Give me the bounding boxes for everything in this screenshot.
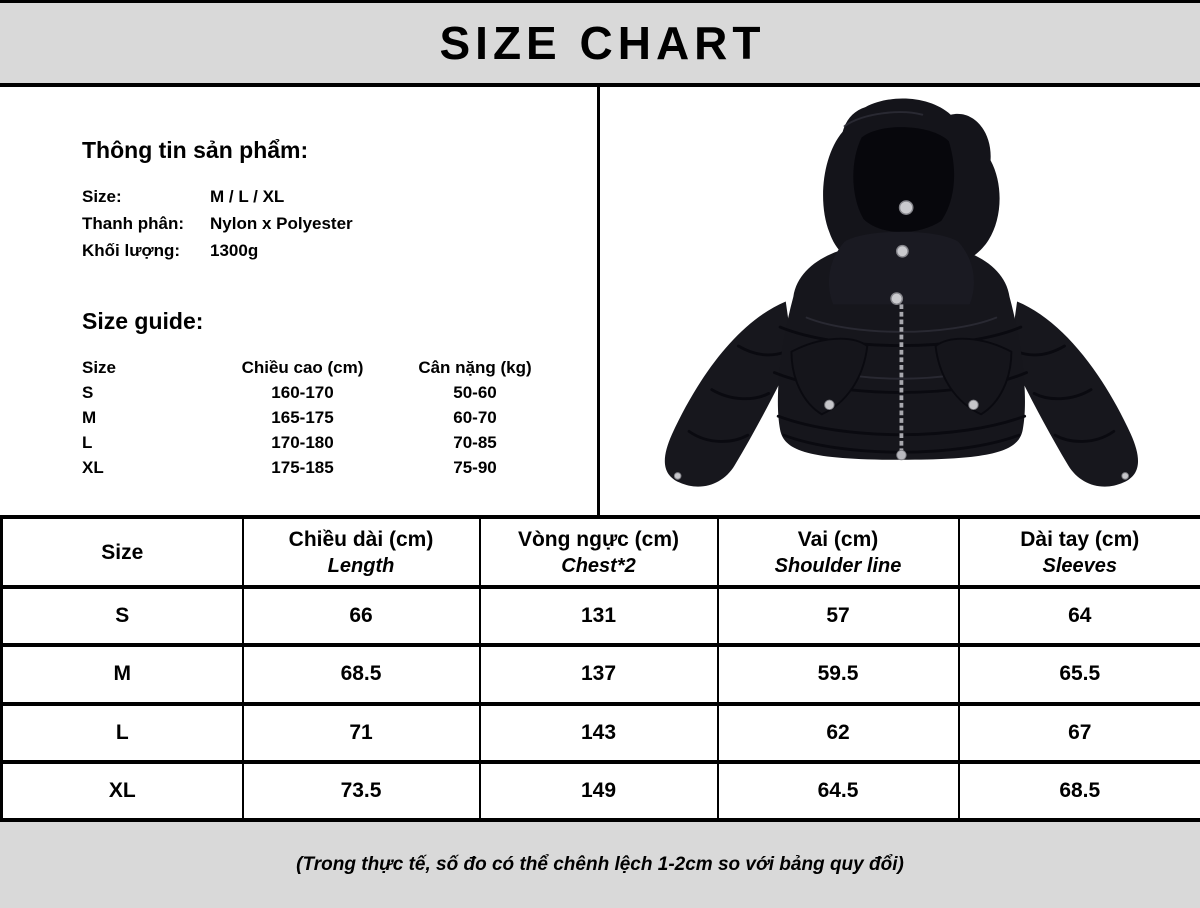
product-info-heading: Thông tin sản phẩm: — [82, 137, 309, 163]
size-cell: XL — [2, 762, 243, 820]
chest-cell: 131 — [480, 587, 718, 645]
sleeves-cell: 65.5 — [959, 645, 1200, 703]
guide-height: 165-175 — [271, 407, 334, 427]
guide-weight: 60-70 — [453, 407, 497, 427]
guide-weight: 75-90 — [453, 457, 497, 477]
shoulder-cell: 64.5 — [718, 762, 959, 820]
guide-size: S — [82, 382, 94, 402]
field-label: Khối lượng: — [82, 241, 181, 260]
size-cell: S — [2, 587, 243, 645]
guide-weight: 70-85 — [453, 432, 497, 452]
shoulder-cell: 59.5 — [718, 645, 959, 703]
size-cell: L — [2, 704, 243, 762]
shoulder-cell: 62 — [718, 704, 959, 762]
measurement-row — [2, 704, 1200, 762]
product-info-fields — [82, 184, 597, 264]
guide-height: 170-180 — [271, 432, 334, 452]
guide-height: 175-185 — [271, 457, 334, 477]
title-band — [0, 0, 1200, 87]
guide-size: XL — [82, 457, 104, 477]
measurement-row — [2, 587, 1200, 645]
col-sleeves: Dài tay (cm) Sleeves — [959, 517, 1200, 587]
footer-note: (Trong thực tế, số đo có thể chênh lệch 1-2cm so với bảng quy đổi) — [296, 854, 904, 875]
field-value: 1300g — [210, 241, 259, 260]
guide-col-height: Chiều cao (cm) — [241, 357, 364, 377]
shoulder-cell: 57 — [718, 587, 959, 645]
chest-cell: 143 — [480, 704, 718, 762]
field-value: Nylon x Polyester — [210, 214, 353, 233]
guide-size: L — [82, 432, 93, 452]
size-cell: M — [2, 645, 243, 703]
guide-weight: 50-60 — [453, 382, 497, 402]
size-guide-row — [82, 405, 555, 430]
length-cell: 73.5 — [243, 762, 480, 820]
guide-col-size: Size — [82, 357, 117, 377]
jacket-product-image — [617, 91, 1183, 511]
footer-band — [0, 822, 1200, 908]
col-chest: Vòng ngực (cm) Chest*2 — [480, 517, 718, 587]
col-size: Size — [2, 517, 243, 587]
measurement-row — [2, 762, 1200, 820]
sleeves-cell: 64 — [959, 587, 1200, 645]
sleeves-cell: 67 — [959, 704, 1200, 762]
measurement-header-row — [2, 517, 1200, 587]
size-guide-table — [82, 355, 555, 480]
col-shoulder: Vai (cm) Shoulder line — [718, 517, 959, 587]
chest-cell: 137 — [480, 645, 718, 703]
measurement-row — [2, 645, 1200, 703]
size-guide-row — [82, 430, 555, 455]
field-label: Thanh phân: — [82, 214, 184, 233]
length-cell: 66 — [243, 587, 480, 645]
length-cell: 68.5 — [243, 645, 480, 703]
sleeves-cell: 68.5 — [959, 762, 1200, 820]
size-guide-row — [82, 455, 555, 480]
guide-size: M — [82, 407, 97, 427]
product-image-panel — [600, 87, 1200, 515]
size-guide-heading: Size guide: — [82, 308, 204, 334]
chest-cell: 149 — [480, 762, 718, 820]
measurement-table — [0, 515, 1200, 822]
content-area — [0, 87, 1200, 515]
guide-col-weight: Cân nặng (kg) — [418, 357, 532, 377]
guide-height: 160-170 — [271, 382, 334, 402]
field-value: M / L / XL — [210, 187, 285, 206]
page-title: SIZE CHART — [439, 17, 766, 69]
length-cell: 71 — [243, 704, 480, 762]
col-length: Chiều dài (cm) Length — [243, 517, 480, 587]
field-label: Size: — [82, 187, 122, 206]
product-info-panel — [0, 87, 600, 515]
size-guide-header-row — [82, 355, 555, 380]
size-guide-row — [82, 380, 555, 405]
